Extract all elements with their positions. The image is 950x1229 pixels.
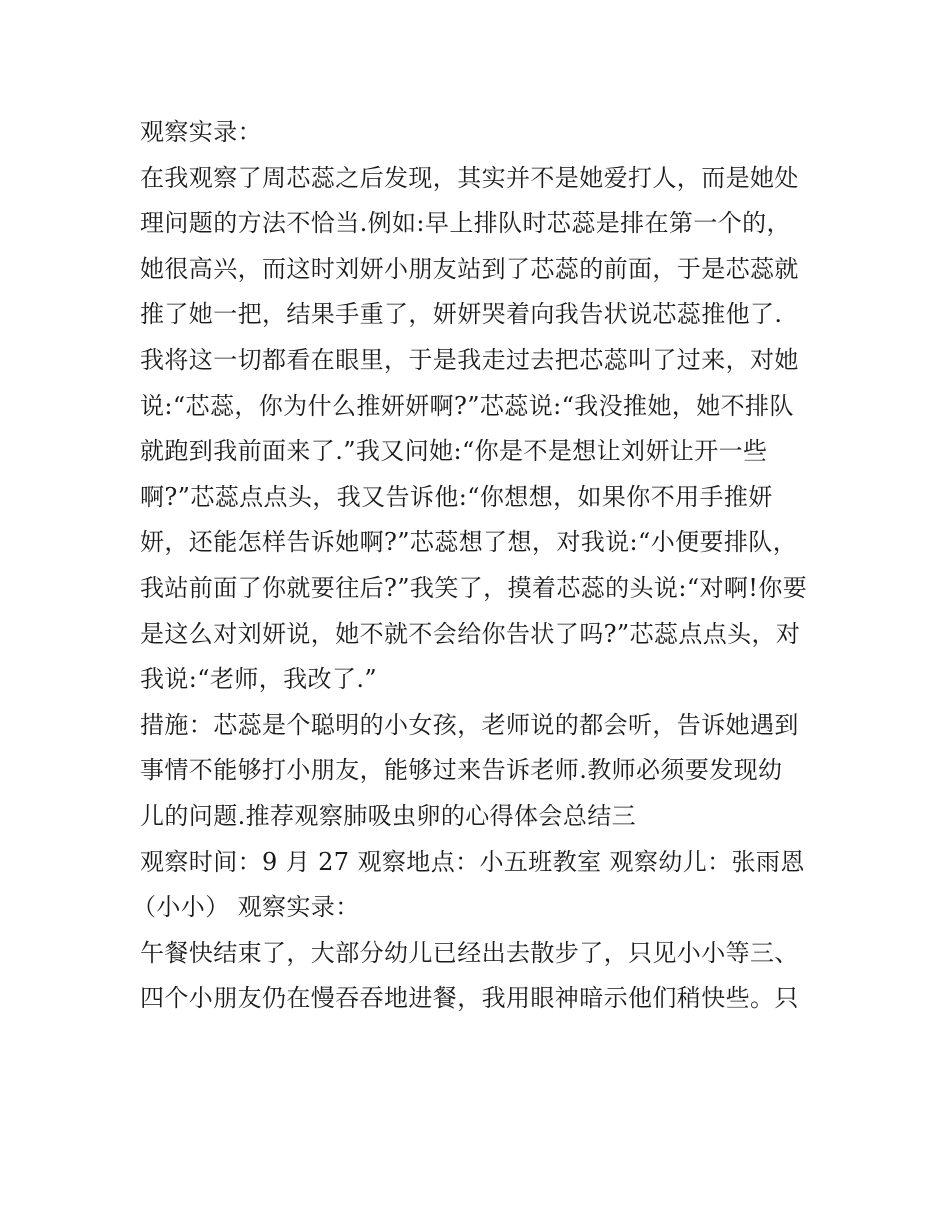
text-line: 推了她一把，结果手重了，妍妍哭着向我告状说芯蕊推他了. (140, 300, 783, 329)
text-line: 观察实录： (140, 118, 262, 146)
text-line: 在我观察了周芯蕊之后发现，其实并不是她爱打人，而是她处 (140, 163, 799, 192)
document-body (132, 110, 840, 1022)
text-line: 妍，还能怎样告诉她啊?”芯蕊想了想，对我说:“小便要排队， (140, 528, 798, 557)
text-line: 就跑到我前面来了.”我又问她:“你是不是想让刘妍让开一些 (140, 437, 768, 466)
text-line: 四个小朋友仍在慢吞吞地进餐，我用眼神暗示他们稍快些。只 (140, 984, 799, 1013)
text-line: 我将这一切都看在眼里，于是我走过去把芯蕊叫了过来，对她 (140, 345, 799, 374)
text-line: 午餐快结束了，大部分幼儿已经出去散步了，只见小小等三、 (140, 938, 799, 967)
text-line: 儿的问题.推荐观察肺吸虫卵的心得体会总结三 (140, 801, 637, 830)
text-line: 措施：芯蕊是个聪明的小女孩，老师说的都会听，告诉她遇到 (140, 710, 799, 739)
text-line: 观察时间：9 月 27 观察地点：小五班教室 观察幼儿：张雨恩 (140, 847, 805, 876)
text-line: （小小） 观察实录： (132, 893, 360, 922)
text-line: 她很高兴，而这时刘妍小朋友站到了芯蕊的前面，于是芯蕊就 (140, 254, 799, 283)
text-line: 事情不能够打小朋友，能够过来告诉老师.教师必须要发现幼 (140, 756, 783, 785)
text-line: 是这么对刘妍说，她不就不会给你告状了吗?”芯蕊点点头，对 (140, 619, 801, 648)
text-line: 我站前面了你就要往后?”我笑了，摸着芯蕊的头说:“对啊!你要 (140, 573, 808, 602)
text-line: 我说:“老师，我改了.” (140, 665, 378, 694)
text-line: 理问题的方法不恰当.例如:早上排队时芯蕊是排在第一个的， (140, 209, 791, 238)
text-line: 啊?”芯蕊点点头，我又告诉他:“你想想，如果你不用手推妍 (140, 482, 773, 511)
text-line: 说:“芯蕊，你为什么推妍妍啊?”芯蕊说:“我没推她，她不排队 (140, 391, 794, 420)
